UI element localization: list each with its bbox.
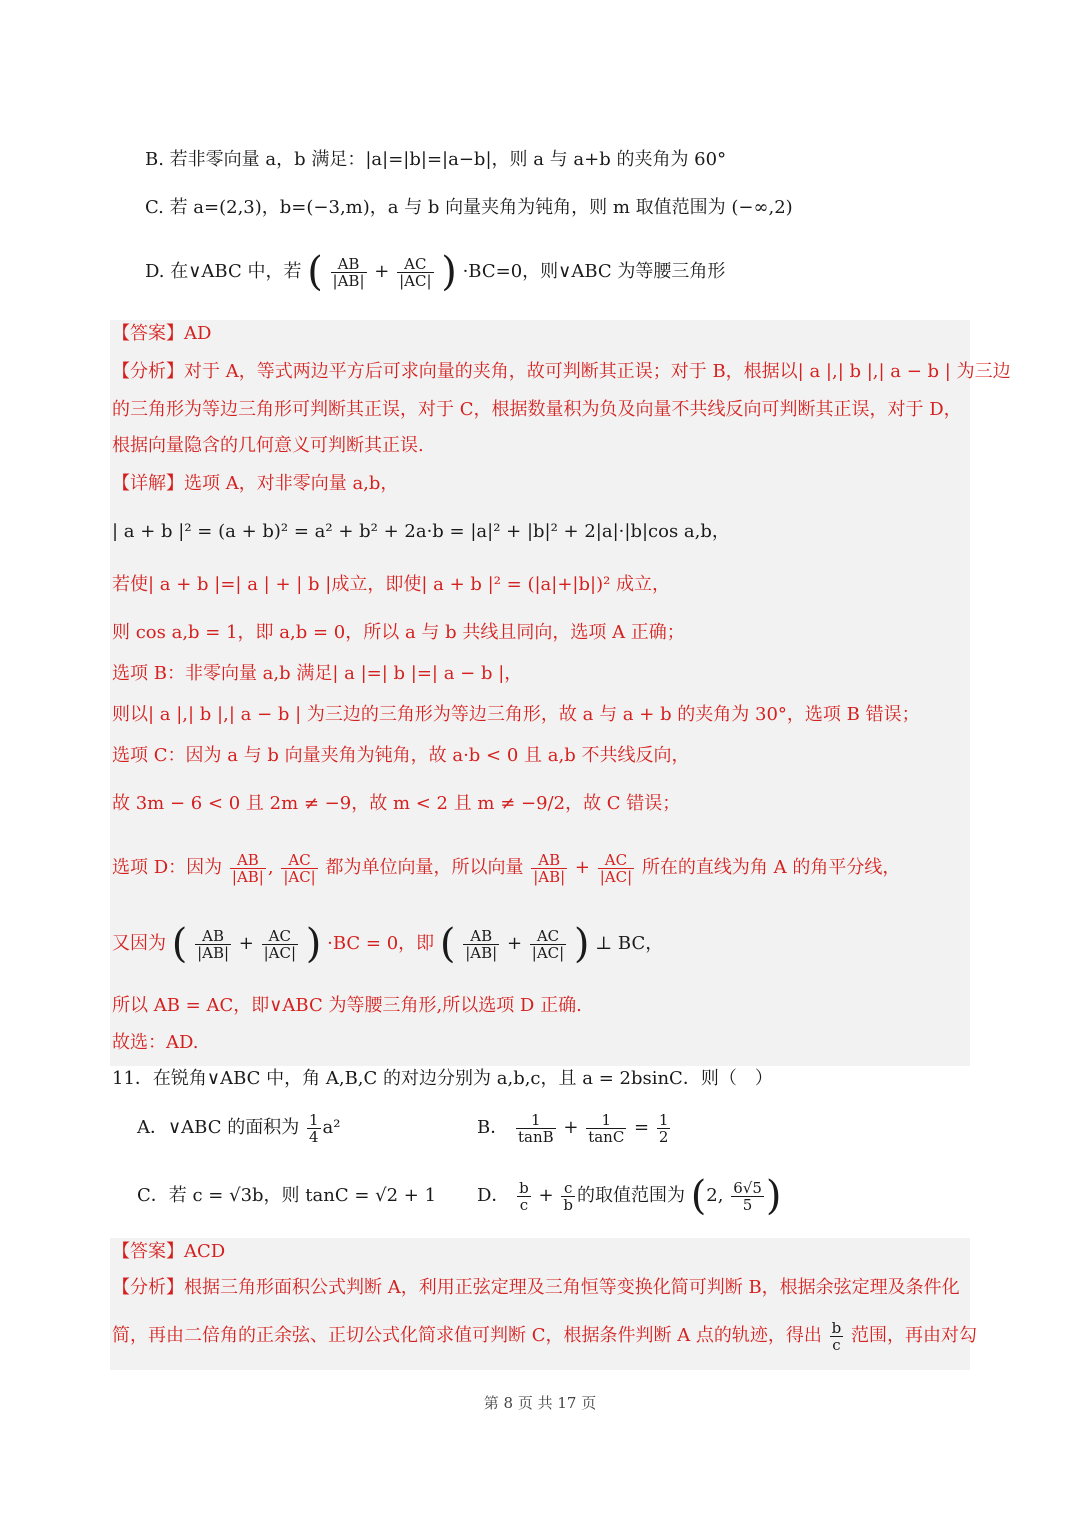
page-footer: 第 8 页 共 17 页 — [483, 1394, 597, 1412]
q10-option-d-prefix: D. 在∨ABC 中，若 — [145, 261, 302, 282]
q10-choose: 故选：AD. — [112, 1032, 199, 1053]
q11-option-a-prefix: A．∨ABC 的面积为 — [137, 1117, 300, 1138]
plus-sign: + — [574, 857, 590, 878]
detail-d1-suffix: 所在的直线为角 A 的角平分线， — [641, 857, 901, 878]
fraction-tanb: $\frac{1}{\tan B}$ — [517, 1110, 554, 1146]
q10-option-d — [145, 244, 725, 300]
fraction-ab: $\frac{AB}{|AB|}$ — [231, 850, 264, 886]
plus-sign: + — [374, 261, 390, 282]
fraction-ab: $\frac{AB}{|AB|}$ — [465, 926, 498, 962]
q10-analysis-2: 的三角形为等边三角形可判断其正误，对于 C，根据数量积为负及向量不共线反向可判断其正误，对于 D， — [112, 399, 962, 420]
q11-answer: 【答案】ACD — [112, 1241, 226, 1262]
fraction-b-over-c: $\frac{b}{c}$ — [519, 1178, 529, 1214]
q10-detail-3: 若使| a + b |=| a | + | b |成立，即使| a + b |² = (|a|+|b|)² 成立， — [112, 574, 671, 595]
fraction-b-over-c: $\frac{b}{c}$ — [831, 1318, 842, 1354]
paren-left: ( — [439, 921, 456, 967]
q11-option-c: C．若 c = √3b，则 tanC = √2 + 1 — [137, 1185, 437, 1206]
q11-analysis-2-suffix: 范围，再由对勾 — [851, 1325, 978, 1346]
fraction-quarter: $\frac{1}{4}$ — [308, 1110, 319, 1146]
paren-left: ( — [690, 1173, 707, 1219]
q11-option-d-middle: 的取值范围为 — [576, 1185, 685, 1206]
q11-option-a — [137, 1106, 340, 1150]
q10-detail-2: | a + b |² = (a + b)² = a² + b² + 2a·b = |a|² + |b|² + 2|a|·|b|cos a,b， — [112, 521, 730, 542]
plus-sign: + — [538, 1185, 554, 1206]
paren-right: ) — [305, 921, 322, 967]
fraction-c-over-b: $\frac{c}{b}$ — [563, 1178, 573, 1214]
paren-right: ) — [573, 921, 590, 967]
fraction-ac: $\frac{AC}{|AC|}$ — [531, 926, 565, 962]
q11-analysis-2-prefix: 简，再由二倍角的正余弦、正切公式化简求值可判断 C，根据条件判断 A 点的轨迹，得出 — [112, 1325, 822, 1346]
q10-analysis-3: 根据向量隐含的几何意义可判断其正误. — [112, 435, 424, 456]
detail-d2-prefix: 又因为 — [112, 933, 166, 954]
q10-detail-end: 所以 AB = AC，即∨ABC 为等腰三角形,所以选项 D 正确. — [112, 995, 582, 1016]
detail-d1-prefix: 选项 D：因为 — [112, 857, 223, 878]
paren-right: ) — [441, 249, 457, 295]
fraction-ab: $\frac{AB}{|AB|}$ — [197, 926, 230, 962]
fraction-tanc: $\frac{1}{\tan C}$ — [588, 1110, 625, 1146]
fraction-ac: $\frac{AC}{|AC|}$ — [599, 850, 633, 886]
q10-detail-6: 则以| a |,| b |,| a − b | 为三边的三角形为等边三角形，故 a 与 a + b 的夹角为 30°，选项 B 错误； — [112, 704, 920, 725]
q10-detail-8: 故 3m − 6 < 0 且 2m ≠ −9，故 m < 2 且 m ≠ −9/2，故 C 错误； — [112, 793, 681, 814]
detail-d2-suffix: ⊥ BC， — [595, 933, 664, 954]
plus-sign: + — [506, 933, 523, 954]
q10-detail-d2 — [112, 912, 663, 976]
q10-answer: 【答案】AD — [112, 323, 212, 344]
q10-detail-7: 选项 C：因为 a 与 b 向量夹角为钝角，故 a·b < 0 且 a,b 不共线反向， — [112, 745, 690, 766]
fraction-half: $\frac{1}{2}$ — [658, 1110, 669, 1146]
q10-analysis-1: 【分析】对于 A，等式两边平方后可求向量的夹角，故可判断其正误；对于 B，根据以| a |,| b |,| a − b | 为三边 — [112, 361, 1011, 382]
q10-option-c: C. 若 a=(2,3)，b=(−3,m)，a 与 b 向量夹角为钝角，则 m 取值范围为 (−∞,2) — [145, 197, 793, 218]
q11-analysis-2 — [112, 1312, 977, 1360]
detail-d2-middle: ·BC = 0，即 — [327, 933, 435, 954]
fraction-ac: $\frac{AC}{|AC|}$ — [399, 254, 432, 290]
detail-d1-middle: 都为单位向量，所以向量 — [325, 857, 524, 878]
q10-option-d-suffix: ·BC=0，则∨ABC 为等腰三角形 — [462, 261, 726, 282]
q10-detail-1: 【详解】选项 A，对非零向量 a,b， — [112, 473, 399, 494]
q11-option-b-label: B． — [477, 1117, 509, 1138]
q10-detail-5: 选项 B：非零向量 a,b 满足| a |=| b |=| a − b |， — [112, 663, 523, 684]
fraction-range-upper: $\frac{6√5}{5}$ — [733, 1178, 762, 1214]
paren-left: ( — [171, 921, 188, 967]
equals-sign: = — [634, 1117, 650, 1138]
fraction-ab: $\frac{AB}{|AB|}$ — [533, 850, 566, 886]
q11-option-a-suffix: a² — [322, 1117, 341, 1138]
q10-option-b: B. 若非零向量 a，b 满足：|a|=|b|=|a−b|，则 a 与 a+b 的夹角为 60° — [145, 149, 727, 170]
q10-detail-d1: 选项 D：因为 $\frac{AB}{|AB|}$ , $\frac{AC}{|AC|}$ 都为单位向量，所以向量 $\frac{AB}{|AB|}$ + $\frac{AC}{|AC|}$ 所在的直线为角 A 的角平分线， — [112, 850, 901, 886]
paren-left: ( — [307, 249, 323, 295]
fraction-ac: $\frac{AC}{|AC|}$ — [283, 850, 316, 886]
paren-right: ) — [765, 1173, 782, 1219]
q11-option-b — [477, 1106, 672, 1150]
q11-analysis-1: 【分析】根据三角形面积公式判断 A，利用正弦定理及三角恒等变换化简可判断 B，根据余弦定理及条件化 — [112, 1277, 960, 1298]
q11-option-d-label: D． — [477, 1185, 510, 1206]
plus-sign: + — [563, 1117, 579, 1138]
range-lower: 2, — [706, 1185, 724, 1206]
q10-detail-4: 则 cos a,b = 1，即 a,b = 0，所以 a 与 b 共线且同向，选项 A 正确； — [112, 622, 685, 643]
q11-stem: 11．在锐角∨ABC 中，角 A,B,C 的对边分别为 a,b,c，且 a = 2bsinC．则（ ） — [112, 1068, 773, 1089]
plus-sign: + — [238, 933, 254, 954]
fraction-ab: $\frac{AB}{|AB|}$ — [332, 254, 365, 290]
fraction-ac: $\frac{AC}{|AC|}$ — [263, 926, 297, 962]
q11-option-d — [477, 1170, 781, 1222]
